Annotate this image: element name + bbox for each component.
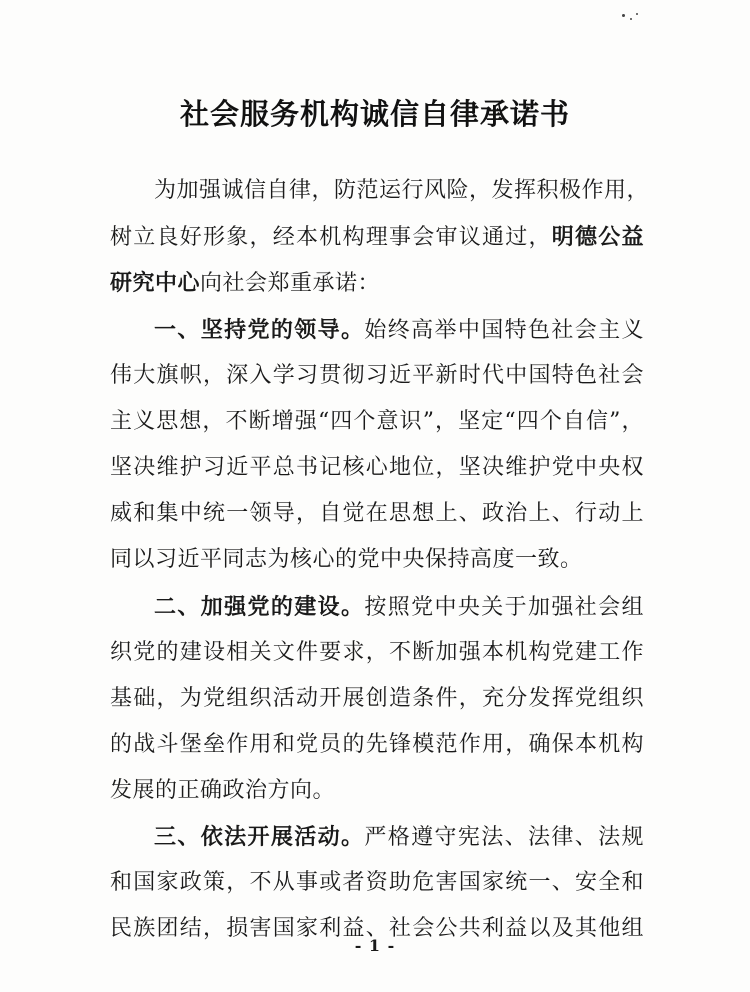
section-2-line: 织党的建设相关文件要求，不断加强本机构党建工作 bbox=[110, 640, 644, 665]
section-2-heading: 二、加强党的建设。 bbox=[154, 594, 365, 620]
intro-line: 研究中心向社会郑重承诺： bbox=[110, 270, 381, 296]
section-1-heading: 一、坚持党的领导。 bbox=[154, 317, 365, 343]
section-1-line: 一、坚持党的领导。始终高举中国特色社会主义 bbox=[154, 317, 644, 343]
section-1-line: 威和集中统一领导，自觉在思想上、政治上、行动上 bbox=[110, 501, 644, 526]
section-1-line: 坚决维护习近平总书记核心地位，坚决维护党中央权 bbox=[110, 455, 644, 480]
org-name: 研究中心 bbox=[110, 270, 201, 296]
scan-speck bbox=[636, 13, 638, 15]
section-1-line: 同以习近平同志为核心的党中央保持高度一致。 bbox=[110, 547, 583, 572]
section-1-line: 主义思想，不断增强“四个意识”，坚定“四个自信”， bbox=[110, 409, 644, 434]
section-2-line: 基础，为党组织活动开展创造条件，充分发挥党组织 bbox=[110, 686, 644, 711]
scan-speck bbox=[622, 14, 625, 17]
document-title: 社会服务机构诚信自律承诺书 bbox=[179, 97, 570, 131]
intro-line: 为加强诚信自律，防范运行风险，发挥积极作用， bbox=[154, 178, 650, 203]
section-2-line: 发展的正确政治方向。 bbox=[110, 778, 336, 803]
section-3-line: 和国家政策，不从事或者资助危害国家统一、安全和 bbox=[110, 870, 644, 895]
section-2-line: 二、加强党的建设。按照党中央关于加强社会组 bbox=[154, 594, 644, 620]
section-1-line: 伟大旗帜，深入学习贯彻习近平新时代中国特色社会 bbox=[110, 363, 644, 388]
org-name: 明德公益 bbox=[551, 224, 644, 250]
scan-speck bbox=[630, 18, 632, 20]
intro-line: 树立良好形象，经本机构理事会审议通过，明德公益 bbox=[110, 224, 644, 250]
page-number: - 1 - bbox=[354, 936, 396, 955]
section-3-line: 三、依法开展活动。严格遵守宪法、法律、法规 bbox=[154, 824, 644, 850]
section-3-line: 民族团结，损害国家利益、社会公共利益以及其他组 bbox=[110, 916, 644, 941]
section-2-line: 的战斗堡垒作用和党员的先锋模范作用，确保本机构 bbox=[110, 732, 644, 757]
section-3-heading: 三、依法开展活动。 bbox=[154, 824, 365, 850]
